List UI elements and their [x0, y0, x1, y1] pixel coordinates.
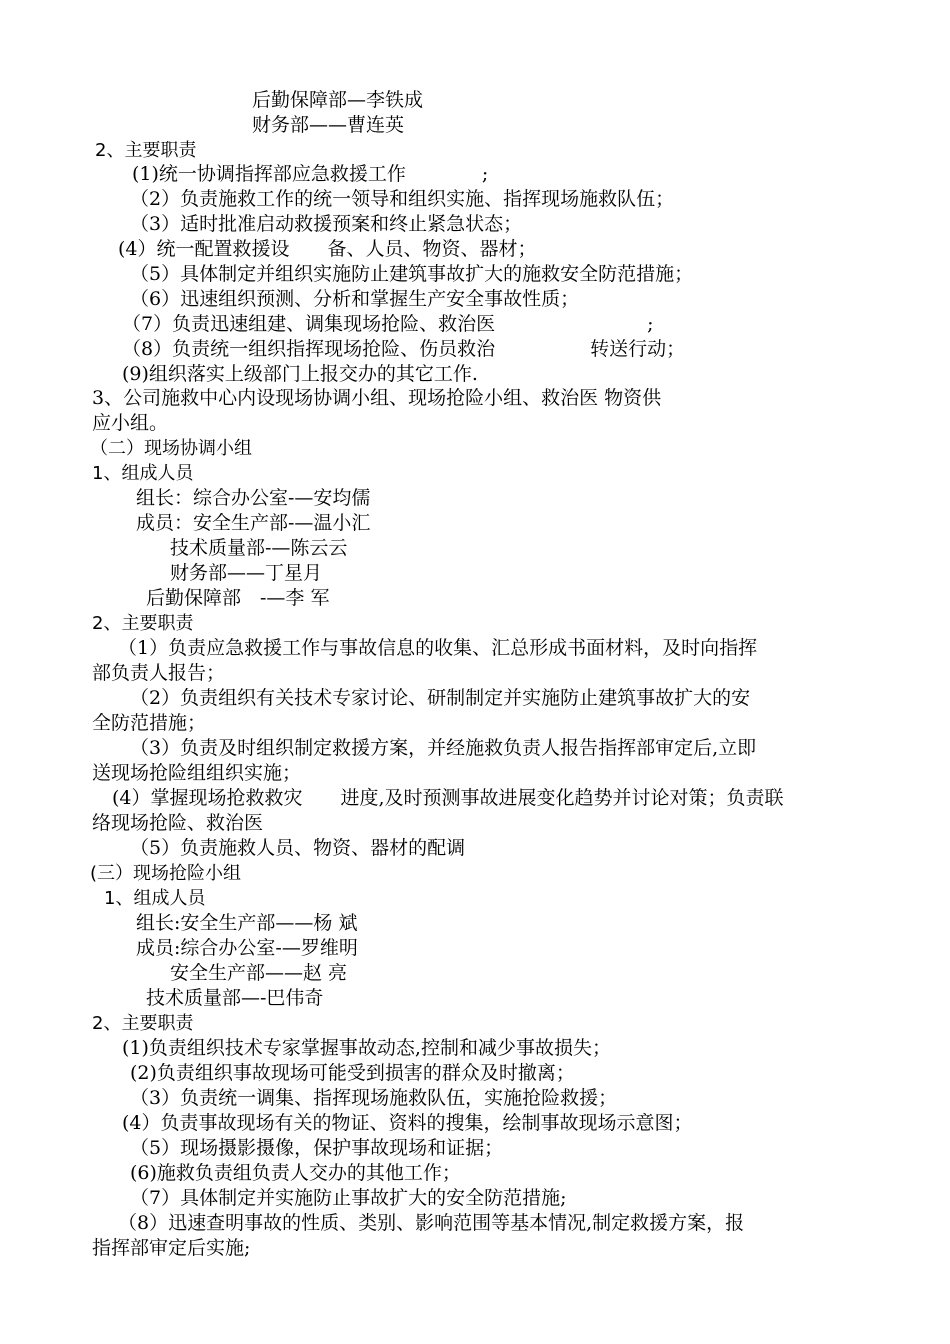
duties-heading: 2、主要职责 — [92, 613, 194, 634]
paragraph-line: 3、公司施救中心内设现场协调小组、现场抢险小组、救治医 物资供 — [92, 387, 662, 409]
member-line: 组长：综合办公室-—安均儒 — [136, 487, 371, 509]
duties-heading: 2、主要职责 — [92, 1013, 194, 1034]
duty-item: （8）负责统一组织指挥现场抢险、伤员救治 转送行动； — [122, 338, 686, 360]
member-logistics: 后勤保障部—李铁成 — [252, 89, 424, 111]
member-line: 技术质量部—-巴伟奇 — [146, 987, 324, 1009]
member-line: 成员:综合办公室-—罗维明 — [136, 937, 358, 959]
duty-item: (4）统一配置救援设 备、人员、物资、器材； — [118, 238, 537, 260]
duty-item: （5）现场摄影摄像，保护事故现场和证据； — [130, 1137, 504, 1159]
duty-item: （8）迅速查明事故的性质、类别、影响范围等基本情况,制定救援方案，报 — [118, 1212, 745, 1234]
duty-item: （6）迅速组织预测、分析和掌握生产安全事故性质； — [130, 288, 580, 310]
duty-item: （3）负责统一调集、指挥现场施救队伍，实施抢险救援； — [130, 1087, 618, 1109]
duty-item: （5）负责施救人员、物资、器材的配调 — [130, 837, 466, 859]
duty-item: 指挥部审定后实施; — [92, 1237, 251, 1259]
section-title: （二）现场协调小组 — [90, 438, 252, 459]
duty-item: (9)组织落实上级部门上报交办的其它工作. — [122, 363, 478, 385]
member-line: 后勤保障部 -—李 军 — [146, 587, 330, 609]
member-line: 组长:安全生产部——杨 斌 — [136, 912, 358, 934]
duty-item: (2)负责组织事故现场可能受到损害的群众及时撤离； — [130, 1062, 575, 1084]
duty-item: (6)施救负责组负责人交办的其他工作； — [130, 1162, 461, 1184]
duty-item: (1)统一协调指挥部应急救援工作 ; — [132, 163, 489, 185]
duty-item: （2）负责组织有关技术专家讨论、研制制定并实施防止建筑事故扩大的安 — [130, 687, 751, 709]
member-line: 财务部——丁星月 — [170, 562, 323, 584]
members-heading: 1、组成人员 — [104, 888, 206, 909]
duty-item: (4）掌握现场抢救救灾 进度,及时预测事故进展变化趋势并讨论对策；负责联 — [112, 787, 784, 809]
duty-item: 络现场抢险、救治医 — [92, 812, 264, 834]
duty-item: 部负责人报告； — [92, 662, 226, 684]
duties-heading: 2、主要职责 — [95, 140, 197, 161]
duty-item: （3）适时批准启动救援预案和终止紧急状态； — [130, 213, 523, 235]
duty-item: （2）负责施救工作的统一领导和组织实施、指挥现场施救队伍； — [130, 188, 675, 210]
section-title: (三）现场抢险小组 — [90, 863, 242, 884]
duty-item: （5）具体制定并组织实施防止建筑事故扩大的施救安全防范措施； — [130, 263, 694, 285]
duty-item: 全防范措施； — [92, 712, 207, 734]
duty-item: （1）负责应急救援工作与事故信息的收集、汇总形成书面材料，及时向指挥 — [118, 637, 758, 659]
member-finance: 财务部——曹连英 — [252, 114, 405, 136]
duty-item: 送现场抢险组组织实施； — [92, 762, 302, 784]
duty-item: (1)负责组织技术专家掌握事故动态,控制和减少事故损失； — [122, 1037, 611, 1059]
member-line: 成员：安全生产部-—温小汇 — [136, 512, 371, 534]
members-heading: 1、组成人员 — [92, 463, 194, 484]
member-line: 技术质量部-—陈云云 — [170, 537, 348, 559]
paragraph-line: 应小组。 — [92, 412, 169, 434]
duty-item: (4）负责事故现场有关的物证、资料的搜集，绘制事故现场示意图； — [122, 1112, 693, 1134]
duty-item: （7）具体制定并实施防止事故扩大的安全防范措施; — [130, 1187, 567, 1209]
duty-item: （7）负责迅速组建、调集现场抢险、救治医 ; — [122, 313, 654, 335]
member-line: 安全生产部——赵 亮 — [170, 962, 348, 984]
duty-item: （3）负责及时组织制定救援方案，并经施救负责人报告指挥部审定后,立即 — [130, 737, 757, 759]
